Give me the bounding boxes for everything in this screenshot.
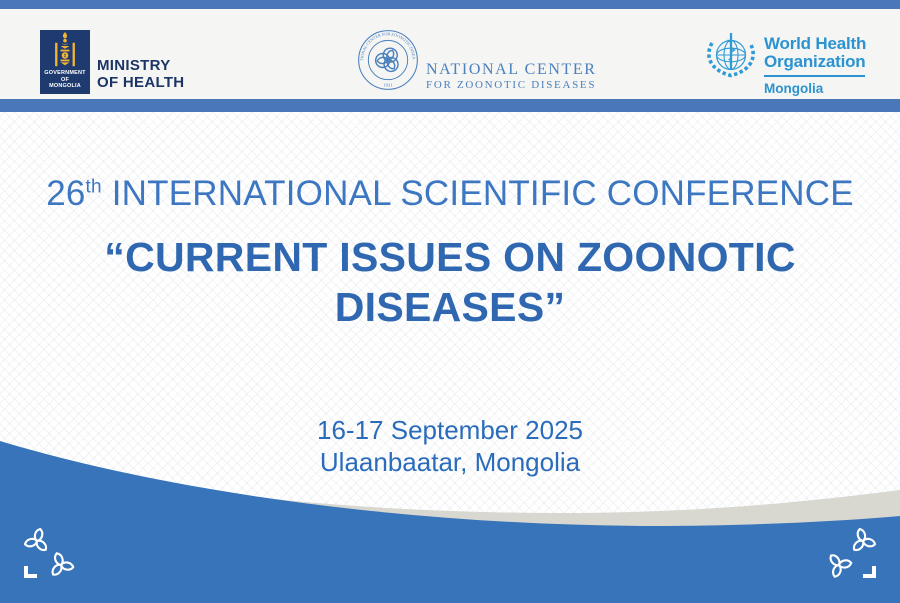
ministry-of-health-logo [40, 30, 184, 94]
who-logo [705, 29, 866, 96]
conference-location: Ulaanbaatar, Mongolia [319, 447, 581, 477]
seal-triquetra-icon [373, 44, 403, 74]
nczd-logo [357, 29, 597, 93]
seal-ring-text: NATIONAL CENTER FOR ZOONOTIC DISEASES [359, 31, 417, 62]
soyombo-icon [54, 32, 76, 68]
header-logos-band [0, 9, 900, 99]
nczd-seal-icon [357, 29, 419, 91]
triquetra-knot-icon [22, 526, 52, 553]
corner-bracket-icon [24, 566, 37, 578]
who-divider [764, 75, 865, 77]
ministry-name [97, 57, 184, 91]
who-name-line2: Organization [764, 51, 866, 71]
corner-bracket-icon [863, 566, 876, 578]
who-name [764, 35, 866, 96]
ministry-name-line1: MINISTRY [97, 57, 171, 74]
triquetra-knot-icon [828, 551, 854, 579]
government-of-mongolia-emblem [40, 30, 90, 94]
triquetra-knot-icon [50, 551, 76, 579]
nczd-name [426, 62, 597, 93]
seal-year: 1931 [383, 82, 393, 88]
conference-theme: “CURRENT ISSUES ON ZOONOTIC DISEASES” [104, 234, 796, 330]
triquetra-decoration-left [22, 526, 78, 582]
triquetra-knot-icon [848, 526, 878, 553]
conference-dates: 16-17 September 2025 [317, 415, 583, 445]
moh-caption-line1: GOVERNMENT OF [44, 70, 86, 83]
title-text: INTERNATIONAL SCIENTIFIC CONFERENCE [101, 174, 854, 213]
ministry-name-line2: OF HEALTH [97, 74, 185, 91]
edition-number: 26 [46, 174, 86, 213]
edition-ordinal: th [85, 176, 102, 198]
conference-title [0, 174, 900, 214]
nczd-name-line1: NATIONAL CENTER [426, 61, 597, 78]
moh-square-caption [40, 70, 90, 90]
header-accent-bar [0, 99, 900, 112]
who-region-label: Mongolia [764, 81, 824, 96]
who-name-line1: World Health [764, 34, 867, 53]
moh-caption-line2: MONGOLIA [49, 83, 81, 89]
nczd-name-line2: FOR ZOONOTIC DISEASES [426, 79, 597, 91]
top-accent-bar [0, 0, 900, 9]
who-emblem-icon [705, 29, 757, 81]
triquetra-decoration-right [822, 526, 878, 582]
bottom-wave [0, 433, 900, 603]
